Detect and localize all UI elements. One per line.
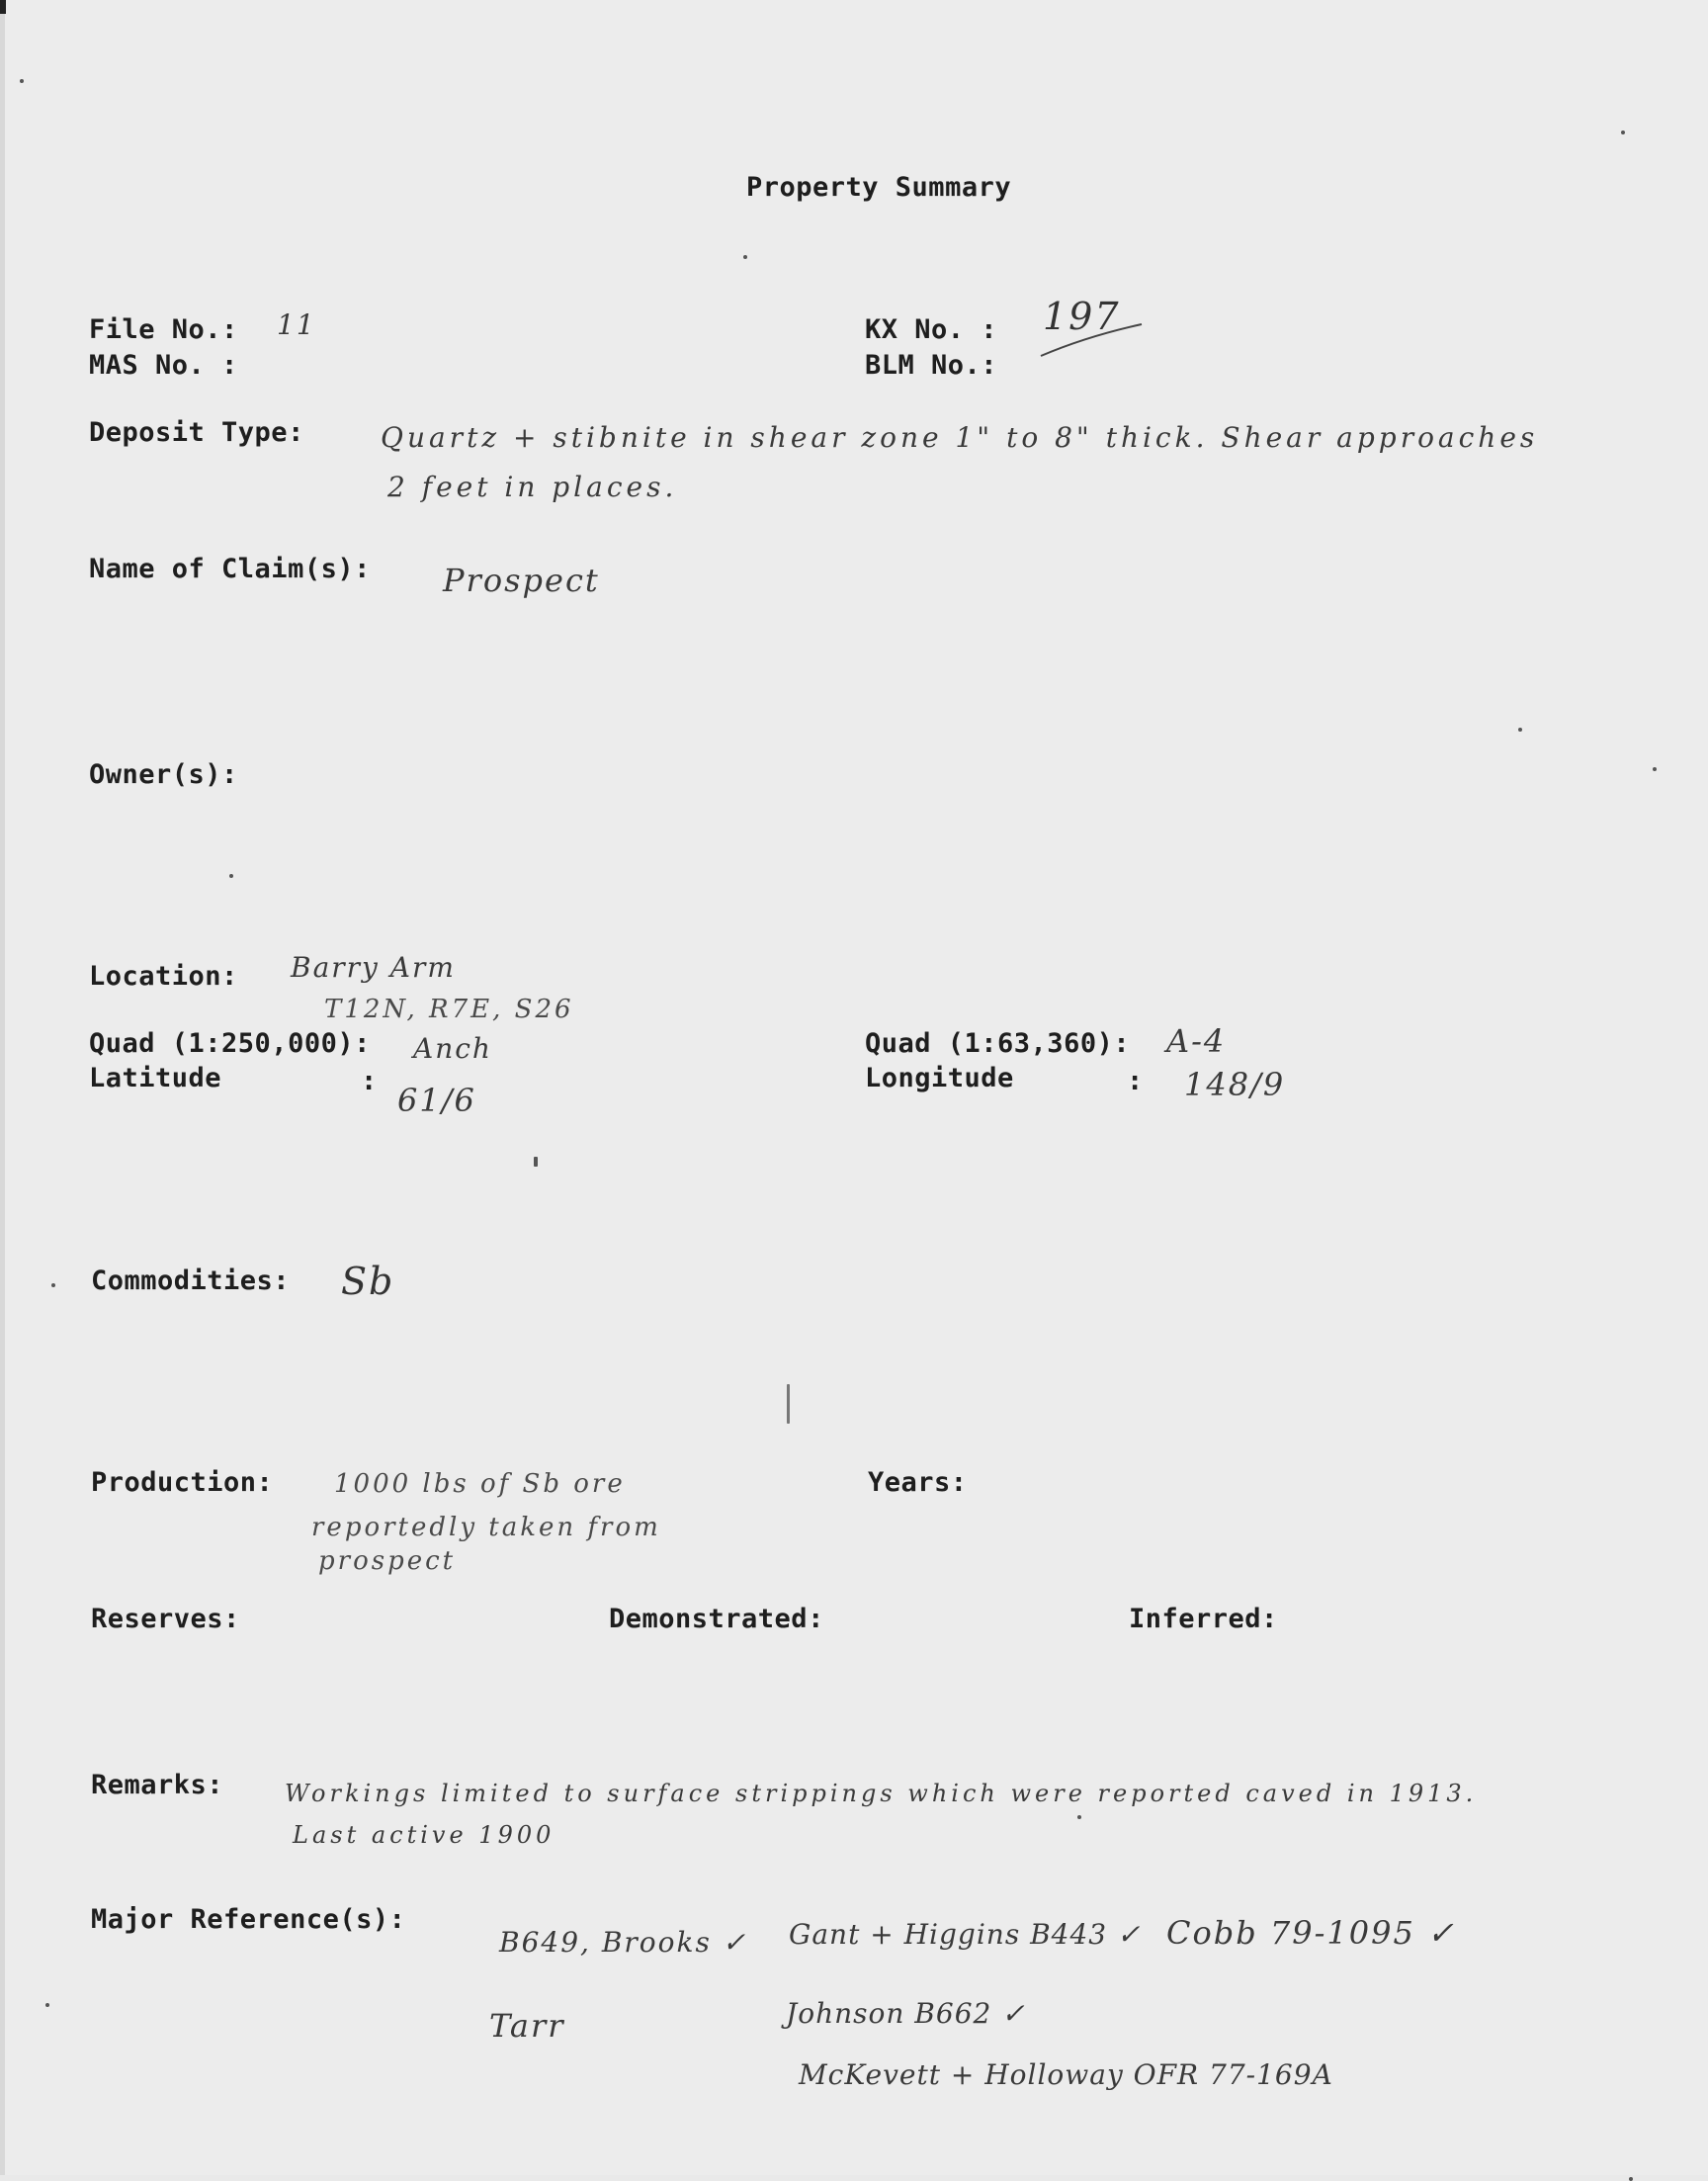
reserves-label: Reserves:	[91, 1604, 240, 1634]
deposit-type-line1: Quartz + stibnite in shear zone 1" to 8" thick. Shear approaches	[381, 421, 1539, 454]
file-no-label: File No.:	[89, 314, 238, 345]
scan-speck	[743, 255, 747, 259]
deposit-type-line2: 2 feet in places.	[387, 471, 678, 503]
reference-2: Tarr	[489, 2007, 565, 2045]
scan-speck	[1653, 767, 1657, 771]
reference-5: McKevett + Holloway OFR 77-169A	[799, 2058, 1333, 2091]
scan-speck	[1518, 728, 1522, 732]
longitude-colon: :	[1127, 1066, 1144, 1096]
quad-63-label: Quad (1:63,360):	[865, 1028, 1131, 1059]
longitude-label: Longitude	[865, 1063, 1014, 1093]
scan-speck	[787, 1384, 790, 1424]
quad-250-label: Quad (1:250,000):	[89, 1028, 371, 1059]
production-label: Production:	[91, 1467, 274, 1498]
kx-no-label: KX No. :	[865, 314, 998, 345]
kx-no-underline	[1038, 316, 1147, 361]
claims-value: Prospect	[443, 562, 600, 599]
mas-no-label: MAS No. :	[89, 350, 238, 381]
latitude-label: Latitude	[89, 1063, 222, 1093]
production-line2: reportedly taken from	[311, 1513, 661, 1542]
commodities-value: Sb	[341, 1260, 395, 1303]
scan-edge	[0, 0, 5, 2175]
remarks-line1: Workings limited to surface strippings which were reported caved in 1913.	[285, 1780, 1478, 1807]
production-line1: 1000 lbs of Sb ore	[334, 1469, 626, 1499]
reference-1: B649, Brooks ✓	[499, 1926, 748, 1959]
location-label: Location:	[89, 961, 238, 992]
scan-speck	[51, 1283, 55, 1287]
remarks-label: Remarks:	[91, 1770, 224, 1800]
file-no-value: 11	[277, 308, 316, 341]
demonstrated-label: Demonstrated:	[609, 1604, 824, 1634]
scan-speck	[1629, 2177, 1633, 2181]
longitude-value: 148/9	[1184, 1066, 1286, 1103]
scan-speck	[1077, 1815, 1081, 1819]
latitude-value: 61/6	[397, 1082, 476, 1119]
location-line1: Barry Arm	[291, 951, 456, 984]
commodities-label: Commodities:	[91, 1265, 291, 1296]
claims-label: Name of Claim(s):	[89, 554, 371, 584]
scan-edge-mark	[0, 0, 6, 14]
reference-4: Johnson B662 ✓	[786, 1997, 1026, 2030]
deposit-type-label: Deposit Type:	[89, 417, 304, 448]
scan-speck	[1621, 131, 1625, 134]
years-label: Years:	[868, 1467, 968, 1498]
references-label: Major Reference(s):	[91, 1904, 406, 1935]
quad-63-value: A-4	[1166, 1022, 1227, 1060]
latitude-colon: :	[361, 1066, 378, 1096]
reference-6: Cobb 79-1095 ✓	[1166, 1914, 1456, 1952]
owners-label: Owner(s):	[89, 759, 238, 790]
blm-no-label: BLM No.:	[865, 350, 998, 381]
reference-3: Gant + Higgins B443 ✓	[789, 1918, 1142, 1951]
production-line3: prospect	[318, 1546, 457, 1576]
quad-250-value: Anch	[413, 1032, 492, 1065]
scan-speck	[534, 1157, 538, 1167]
scan-speck	[45, 2003, 49, 2007]
location-line2: T12N, R7E, S26	[324, 995, 574, 1024]
remarks-line2: Last active 1900	[293, 1821, 555, 1849]
scan-speck	[20, 79, 24, 83]
inferred-label: Inferred:	[1129, 1604, 1278, 1634]
page-title: Property Summary	[746, 172, 1012, 203]
scan-speck	[229, 874, 233, 878]
kx-no-value: 197	[1043, 295, 1121, 338]
